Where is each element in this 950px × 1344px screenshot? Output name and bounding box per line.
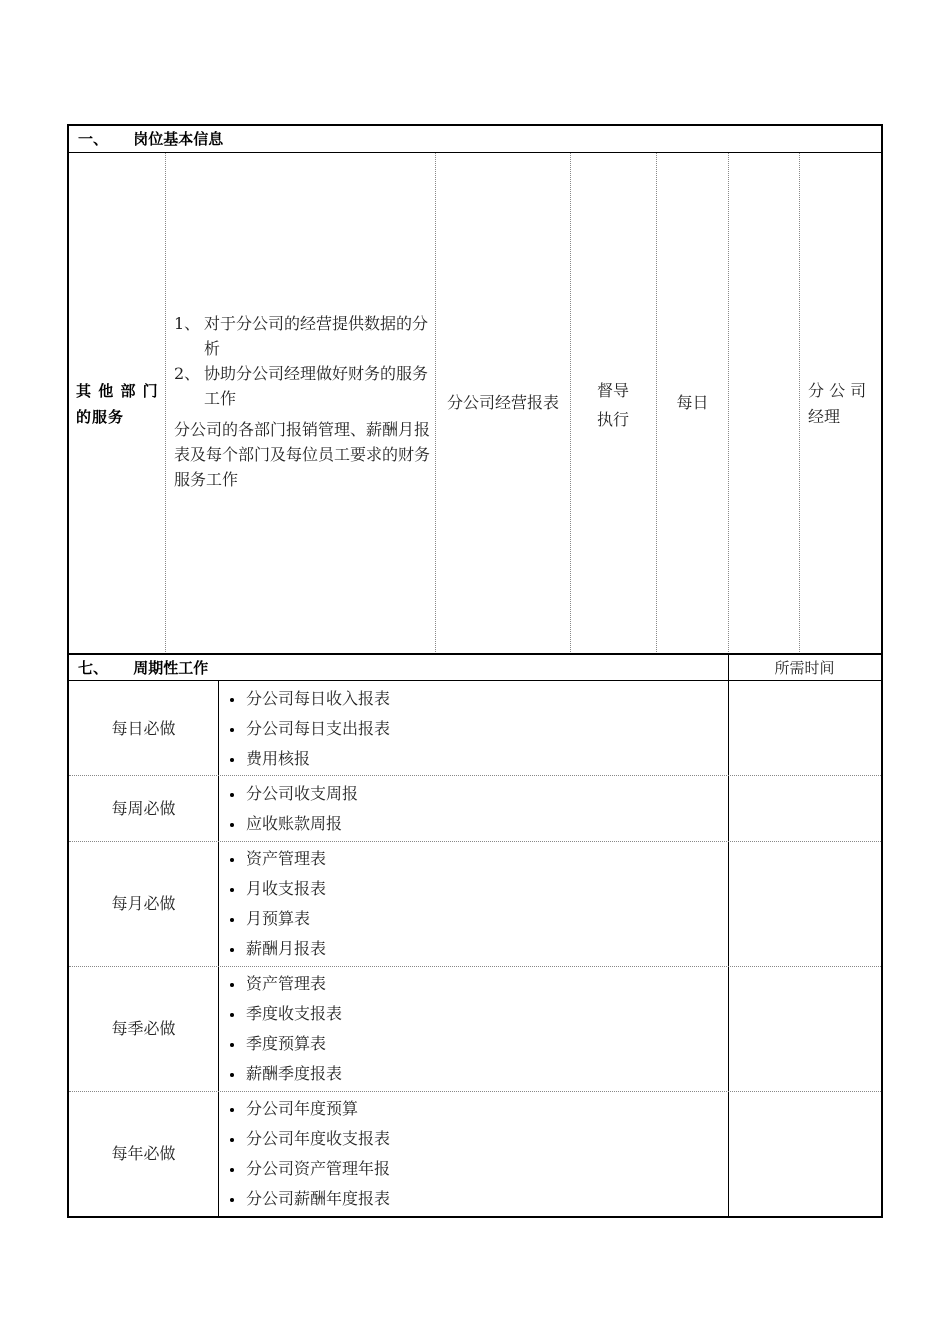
item-text: 分公司每日收入报表 bbox=[246, 689, 391, 708]
period-label-daily: 每日必做 bbox=[111, 719, 176, 738]
item-text: 月预算表 bbox=[246, 909, 311, 928]
divider bbox=[69, 966, 881, 967]
item-text: 月收支报表 bbox=[246, 879, 327, 898]
list-item bbox=[220, 1094, 720, 1124]
list-item bbox=[220, 684, 720, 714]
item-text: 薪酬月报表 bbox=[246, 939, 327, 958]
bullet-icon bbox=[230, 728, 234, 732]
section-1-title: 岗位基本信息 bbox=[133, 130, 224, 148]
list-item bbox=[220, 999, 720, 1029]
bullet-icon bbox=[230, 793, 234, 797]
period-list-monthly bbox=[220, 844, 720, 964]
list-item bbox=[220, 714, 720, 744]
bullet-icon bbox=[230, 1013, 234, 1017]
bullet-icon bbox=[230, 823, 234, 827]
bullet-icon bbox=[230, 1198, 234, 1202]
list-item bbox=[220, 969, 720, 999]
item-text: 费用核报 bbox=[246, 749, 311, 768]
period-label-quarterly: 每季必做 bbox=[111, 1019, 176, 1038]
item-text: 资产管理表 bbox=[246, 974, 327, 993]
item-text: 应收账款周报 bbox=[246, 814, 343, 833]
period-label-weekly: 每周必做 bbox=[111, 799, 176, 818]
section-1-number: 一、 bbox=[78, 130, 109, 148]
duty-item bbox=[174, 311, 430, 361]
item-text: 分公司年度收支报表 bbox=[246, 1129, 391, 1148]
bullet-icon bbox=[230, 1108, 234, 1112]
divider bbox=[69, 680, 881, 681]
bullet-icon bbox=[230, 948, 234, 952]
bullet-icon bbox=[230, 983, 234, 987]
item-text: 分公司年度预算 bbox=[246, 1099, 359, 1118]
divider bbox=[799, 153, 800, 654]
period-list-daily bbox=[220, 684, 720, 774]
list-item bbox=[220, 809, 720, 839]
section-1-header bbox=[78, 128, 223, 150]
item-text: 分公司资产管理年报 bbox=[246, 1159, 391, 1178]
duty-text: 协助分公司经理做好财务的服务工作 bbox=[204, 364, 429, 408]
item-text: 资产管理表 bbox=[246, 849, 327, 868]
bullet-icon bbox=[230, 918, 234, 922]
bullet-icon bbox=[230, 888, 234, 892]
item-text: 季度预算表 bbox=[246, 1034, 327, 1053]
service-report: 分公司经营报表 bbox=[446, 393, 559, 412]
list-item bbox=[220, 874, 720, 904]
period-label-yearly: 每年必做 bbox=[111, 1144, 176, 1163]
divider bbox=[218, 681, 219, 1216]
bullet-icon bbox=[230, 698, 234, 702]
period-list-yearly bbox=[220, 1094, 720, 1214]
service-duties bbox=[174, 311, 430, 492]
bullet-icon bbox=[230, 858, 234, 862]
list-item bbox=[220, 1154, 720, 1184]
list-item bbox=[220, 1059, 720, 1089]
bullet-icon bbox=[230, 1168, 234, 1172]
time-required-header: 所需时间 bbox=[774, 659, 835, 677]
list-item bbox=[220, 934, 720, 964]
bullet-icon bbox=[230, 1138, 234, 1142]
divider bbox=[69, 775, 881, 776]
list-item bbox=[220, 844, 720, 874]
list-item bbox=[220, 1184, 720, 1214]
period-label-monthly: 每月必做 bbox=[111, 894, 176, 913]
period-list-weekly bbox=[220, 779, 720, 839]
list-item bbox=[220, 1029, 720, 1059]
divider bbox=[69, 1091, 881, 1092]
divider bbox=[570, 153, 571, 654]
divider bbox=[728, 655, 729, 1216]
item-text: 分公司薪酬年度报表 bbox=[246, 1189, 391, 1208]
item-text: 分公司每日支出报表 bbox=[246, 719, 391, 738]
service-recipient: 分 公 司 经理 bbox=[808, 381, 867, 426]
section-7-title: 周期性工作 bbox=[133, 659, 209, 677]
divider bbox=[728, 153, 729, 654]
item-text: 分公司收支周报 bbox=[246, 784, 359, 803]
divider bbox=[69, 841, 881, 842]
list-item bbox=[220, 744, 720, 774]
period-list-quarterly bbox=[220, 969, 720, 1089]
service-role: 督导执行 bbox=[596, 381, 629, 429]
service-frequency: 每日 bbox=[676, 393, 709, 412]
bullet-icon bbox=[230, 1043, 234, 1047]
item-text: 薪酬季度报表 bbox=[246, 1064, 343, 1083]
divider bbox=[165, 153, 166, 654]
duty-number: 2、 bbox=[174, 364, 201, 383]
duty-item bbox=[174, 361, 430, 411]
bullet-icon bbox=[230, 1073, 234, 1077]
service-category: 其 他 部 门 的服务 bbox=[76, 382, 159, 426]
divider bbox=[69, 152, 881, 153]
list-item bbox=[220, 1124, 720, 1154]
duty-number: 1、 bbox=[174, 314, 201, 333]
list-item bbox=[220, 779, 720, 809]
item-text: 季度收支报表 bbox=[246, 1004, 343, 1023]
section-7-header bbox=[78, 657, 208, 679]
duty-description: 分公司的各部门报销管理、薪酬月报表及每个部门及每位员工要求的财务服务工作 bbox=[174, 420, 431, 489]
section-7-number: 七、 bbox=[78, 659, 109, 677]
bullet-icon bbox=[230, 758, 234, 762]
list-item bbox=[220, 904, 720, 934]
duty-text: 对于分公司的经营提供数据的分析 bbox=[204, 314, 429, 358]
divider bbox=[69, 653, 881, 655]
